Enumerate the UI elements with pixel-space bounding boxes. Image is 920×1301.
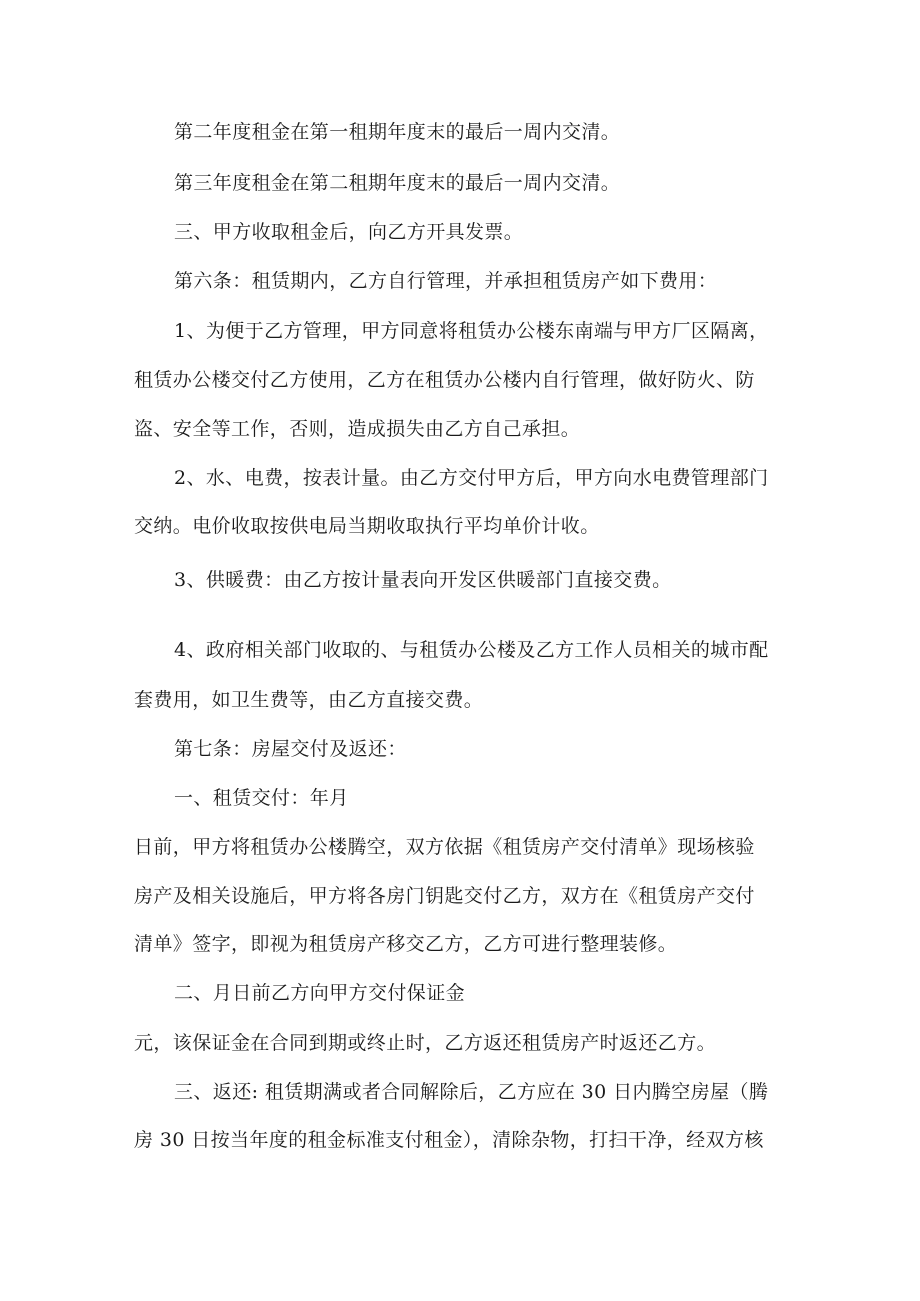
text-line-17: 清单》签字，即视为租赁房产移交乙方，乙方可进行整理装修。 — [134, 933, 678, 955]
text-line-6: 租赁办公楼交付乙方使用，乙方在租赁办公楼内自行管理，做好防火、防 — [134, 369, 755, 391]
text-line-8: 2、水、电费，按表计量。由乙方交付甲方后，甲方向水电费管理部门 — [174, 467, 769, 489]
text-line-18: 二、月日前乙方向甲方交付保证金 — [174, 982, 466, 1004]
text-line-3: 三、甲方收取租金后，向乙方开具发票。 — [174, 221, 524, 243]
text-line-9: 交纳。电价收取按供电局当期收取执行平均单价计收。 — [134, 515, 600, 537]
text-line-19: 元，该保证金在合同到期或终止时，乙方返还租赁房产时返还乙方。 — [134, 1032, 717, 1054]
text-line-10: 3、供暖费：由乙方按计量表向开发区供暖部门直接交费。 — [174, 569, 672, 591]
text-line-20: 三、返还: 租赁期满或者合同解除后，乙方应在 30 日内腾空房屋（腾 — [174, 1081, 769, 1103]
text-line-12: 套费用，如卫生费等，由乙方直接交费。 — [134, 689, 484, 711]
text-line-7: 盗、安全等工作，否则，造成损失由乙方自己承担。 — [134, 418, 581, 440]
text-line-1: 第二年度租金在第一租期年度末的最后一周内交清。 — [174, 121, 621, 143]
text-line-21: 房 30 日按当年度的租金标准支付租金），清除杂物，打扫干净，经双方核 — [134, 1129, 764, 1151]
text-line-11: 4、政府相关部门收取的、与租赁办公楼及乙方工作人员相关的城市配 — [174, 639, 769, 661]
text-line-15: 日前，甲方将租赁办公楼腾空，双方依据《租赁房产交付清单》现场核验 — [134, 836, 755, 858]
article-6-heading: 第六条：租赁期内，乙方自行管理，并承担租赁房产如下费用： — [174, 270, 718, 292]
text-line-5: 1、为便于乙方管理，甲方同意将租赁办公楼东南端与甲方厂区隔离， — [174, 320, 769, 342]
text-line-2: 第三年度租金在第二租期年度末的最后一周内交清。 — [174, 172, 621, 194]
text-line-14: 一、租赁交付：年月 — [174, 787, 349, 809]
text-line-16: 房产及相关设施后，甲方将各房门钥匙交付乙方，双方在《租赁房产交付 — [134, 885, 755, 907]
article-7-heading: 第七条：房屋交付及返还： — [174, 738, 407, 760]
